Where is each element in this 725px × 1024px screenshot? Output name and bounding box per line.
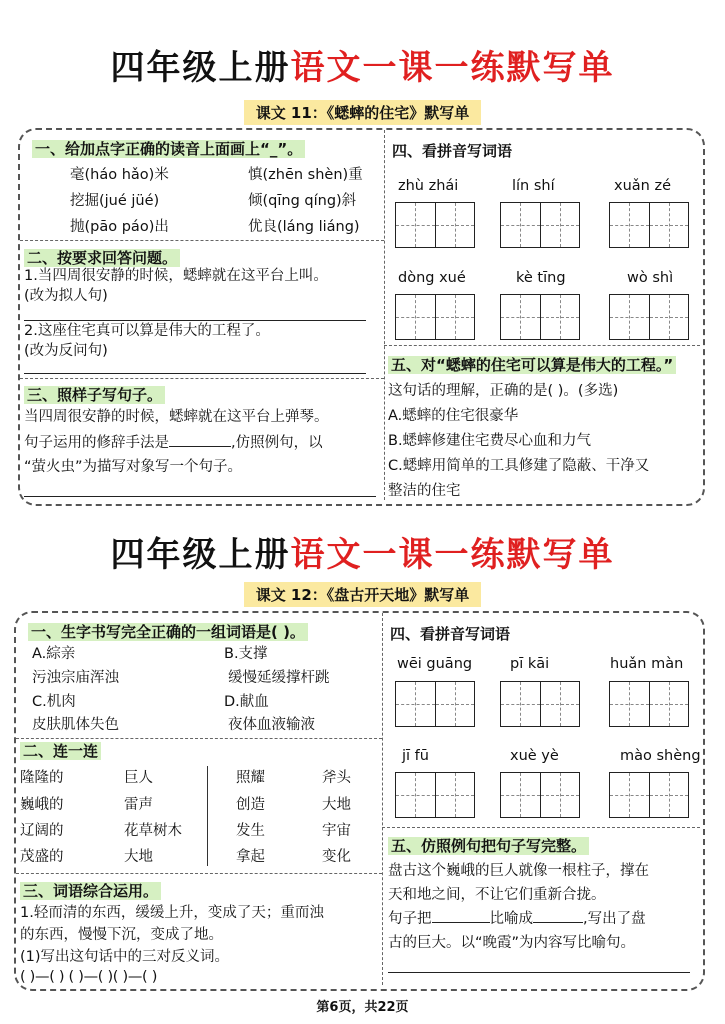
pinyin-label: zhù zhái [398, 178, 459, 194]
pinyin-label: xuǎn zé [614, 178, 671, 194]
pronunciation-item: 挖掘(jué jüé) [70, 193, 160, 209]
match-left-word[interactable]: 隆隆的 [20, 770, 64, 786]
match-left-word[interactable]: 巍峨的 [20, 797, 64, 813]
column-divider [382, 613, 383, 985]
section-divider [382, 827, 700, 828]
instruction-text: ,仿照例句，以 [231, 435, 323, 451]
worksheet1-title [0, 40, 725, 89]
pinyin-label: jī fū [402, 748, 429, 764]
match-right-word[interactable]: 雷声 [124, 797, 153, 813]
section-divider [16, 873, 382, 874]
writing-grid[interactable] [609, 202, 689, 248]
pronunciation-item: 毫(háo hǎo)米 [70, 167, 169, 183]
question-text: 2.这座住宅真可以算是伟大的工程了。 [24, 323, 270, 339]
option-c-continued: 整洁的住宅 [388, 483, 461, 499]
writing-grid[interactable] [500, 772, 580, 818]
pronunciation-item: 优良(láng liáng) [248, 219, 360, 235]
answer-line[interactable] [388, 972, 690, 973]
section-divider [20, 378, 384, 379]
pinyin-label: pī kāi [510, 656, 550, 672]
instruction-text: 古的巨大。以“晚霞”为内容写比喻句。 [388, 935, 636, 951]
section-divider [20, 240, 384, 241]
option-b[interactable]: B.支撑 [224, 646, 268, 662]
pinyin-label: wò shì [627, 270, 674, 286]
section-divider [16, 738, 382, 739]
pinyin-label: kè tīng [516, 270, 566, 286]
section2-heading [20, 740, 101, 761]
title-black-part: 四年级上册 [110, 48, 291, 88]
writing-grid[interactable] [395, 772, 475, 818]
writing-grid[interactable] [395, 681, 475, 727]
page-number: 第6页，共22页 [316, 1000, 409, 1015]
section1-heading [32, 138, 305, 159]
section5-heading [388, 354, 676, 375]
writing-grid[interactable] [395, 294, 475, 340]
example-sentence: 当四周很安静的时候，蟋蟀就在这平台上弹琴。 [24, 409, 329, 425]
answer-line[interactable] [24, 373, 366, 374]
question-requirement: (改为拟人句) [24, 288, 108, 304]
writing-grid[interactable] [500, 294, 580, 340]
writing-grid[interactable] [500, 681, 580, 727]
fill-blank[interactable] [533, 908, 583, 923]
option-a-words: 污浊宗庙浑浊 [32, 670, 119, 686]
example-sentence: 盘古这个巍峨的巨人就像一根柱子，撑在 [388, 863, 649, 879]
option-c[interactable]: C.蟋蟀用简单的工具修建了隐蔽、干净又 [388, 458, 650, 474]
pronunciation-item: 倾(qīng qíng)斜 [248, 193, 357, 209]
section4-heading: 四、看拼音写词语 [392, 142, 513, 160]
passage-line: 的东西，慢慢下沉，变成了地。 [20, 927, 223, 943]
instruction-text: 句子运用的修辞手法是 [24, 435, 169, 451]
writing-grid[interactable] [500, 202, 580, 248]
section5-heading [388, 835, 589, 856]
section3-heading [24, 384, 165, 405]
subtitle-text: 课文 12：《盘古开天地》默写单 [244, 582, 482, 607]
match-right-word[interactable]: 变化 [322, 849, 351, 865]
match-left-word[interactable]: 发生 [236, 823, 265, 839]
match-right-word[interactable]: 宇宙 [322, 823, 351, 839]
match-right-word[interactable]: 巨人 [124, 770, 153, 786]
column-divider [384, 130, 385, 500]
pronunciation-item: 抛(pāo páo)出 [70, 219, 169, 235]
pinyin-label: huǎn màn [610, 656, 684, 672]
fill-blank[interactable] [169, 432, 231, 447]
option-d[interactable]: D.献血 [224, 694, 269, 710]
section1-heading-text: 一、给加点字正确的读音上面画上“_”。 [32, 140, 305, 158]
pronunciation-item: 慎(zhēn shèn)重 [248, 167, 363, 183]
title-red-part: 语文一课一练默写单 [290, 535, 615, 575]
writing-grid[interactable] [609, 294, 689, 340]
instruction-text: “萤火虫”为描写对象写一个句子。 [24, 459, 243, 475]
writing-grid[interactable] [395, 202, 475, 248]
match-right-word[interactable]: 花草树木 [124, 823, 182, 839]
question-text: 这句话的理解，正确的是( )。(多选) [388, 383, 619, 399]
instruction-text: 比喻成 [489, 911, 533, 927]
section3-heading-text: 三、词语综合运用。 [20, 882, 161, 900]
match-left-word[interactable]: 拿起 [236, 849, 265, 865]
answer-line[interactable] [24, 496, 376, 497]
pinyin-label: mào shèng [620, 748, 701, 764]
instruction-line [24, 432, 323, 454]
option-d-words: 夜体血液输液 [228, 717, 315, 733]
example-sentence: 天和地之间，不让它们重新合拢。 [388, 887, 606, 903]
question-text: 1.当四周很安静的时候，蟋蟀就在这平台上叫。 [24, 268, 328, 284]
section5-heading-text: 五、对“蟋蟀的住宅可以算是伟大的工程。” [388, 356, 676, 374]
title-black-part: 四年级上册 [110, 535, 291, 575]
option-b-words: 缓慢延缓撑杆跳 [228, 670, 330, 686]
fill-blank[interactable] [432, 908, 490, 923]
section1-heading-text: 一、生字书写完全正确的一组词语是( )。 [28, 623, 308, 641]
matching-divider [207, 766, 208, 866]
section1-heading [28, 621, 308, 642]
section-divider [384, 345, 700, 346]
match-left-word[interactable]: 照耀 [236, 770, 265, 786]
match-right-word[interactable]: 大地 [124, 849, 153, 865]
section5-heading-text: 五、仿照例句把句子写完整。 [388, 837, 589, 855]
section4-heading: 四、看拼音写词语 [390, 625, 511, 643]
passage-line: 1.轻而清的东西，缓缓上升，变成了天；重而浊 [20, 905, 324, 921]
section3-heading-text: 三、照样子写句子。 [24, 386, 165, 404]
match-right-word[interactable]: 大地 [322, 797, 351, 813]
option-b[interactable]: B.蟋蟀修建住宅费尽心血和力气 [388, 433, 592, 449]
worksheet2-title [0, 527, 725, 576]
writing-grid[interactable] [609, 681, 689, 727]
instruction-line [388, 908, 646, 930]
match-left-word[interactable]: 辽阔的 [20, 823, 64, 839]
subtitle-text: 课文 11：《蟋蟀的住宅》默写单 [244, 100, 482, 125]
match-left-word[interactable]: 创造 [236, 797, 265, 813]
option-a[interactable]: A.綜亲 [32, 646, 76, 662]
option-c-words: 皮肤肌体失色 [32, 717, 119, 733]
option-a[interactable]: A.蟋蟀的住宅很豪华 [388, 408, 519, 424]
instruction-text: 句子把 [388, 911, 432, 927]
pinyin-label: dòng xué [398, 270, 466, 286]
section2-heading-text: 二、按要求回答问题。 [24, 249, 180, 267]
pinyin-label: wēi guāng [397, 656, 473, 672]
section2-heading-text: 二、连一连 [20, 742, 101, 760]
instruction-text: ,写出了盘 [583, 911, 646, 927]
match-right-word[interactable]: 斧头 [322, 770, 351, 786]
antonym-blanks[interactable]: ( )—( ) ( )—( )( )—( ) [20, 969, 158, 985]
question-text: (1)写出这句话中的三对反义词。 [20, 949, 230, 965]
worksheet2-subtitle [0, 582, 725, 607]
title-red-part: 语文一课一练默写单 [290, 48, 615, 88]
section3-heading [20, 880, 161, 901]
pinyin-label: xuè yè [510, 748, 559, 764]
writing-grid[interactable] [609, 772, 689, 818]
question-requirement: (改为反问句) [24, 343, 108, 359]
option-c[interactable]: C.机肉 [32, 694, 76, 710]
match-left-word[interactable]: 茂盛的 [20, 849, 64, 865]
pinyin-label: lín shí [512, 178, 555, 194]
worksheet1-subtitle [0, 100, 725, 125]
